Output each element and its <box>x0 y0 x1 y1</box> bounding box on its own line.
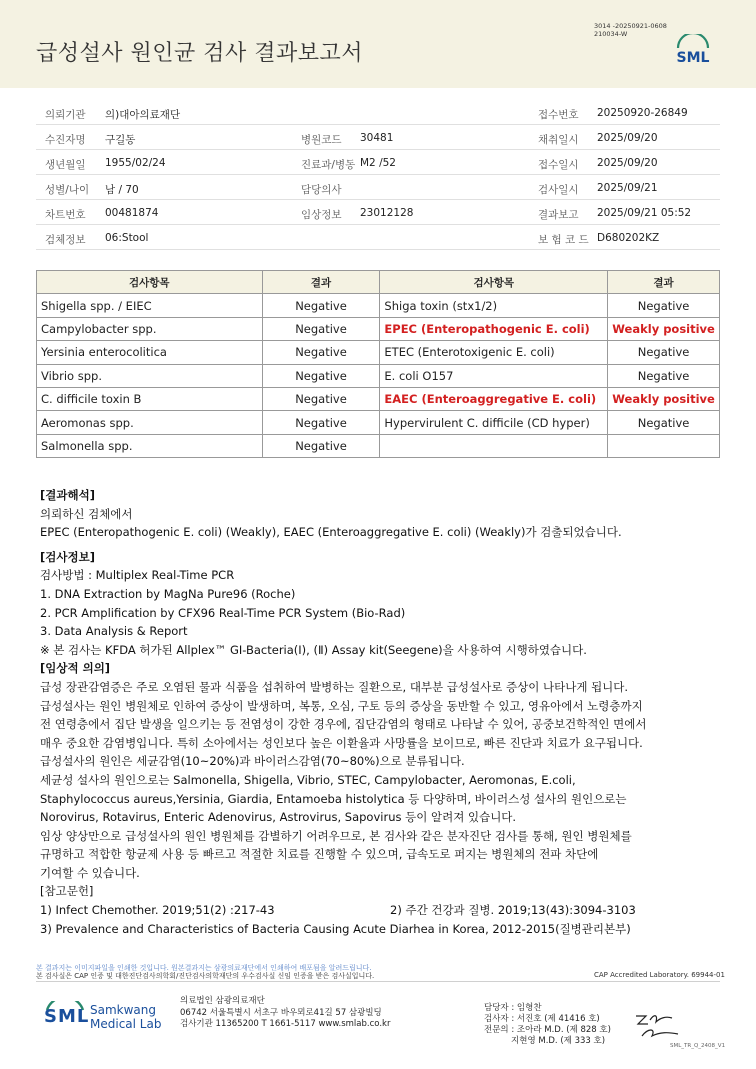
test-result: Negative <box>262 341 380 364</box>
info-row <box>36 125 720 150</box>
info-label: 접수번호 <box>538 109 579 121</box>
info-value: 23012128 <box>360 207 414 219</box>
table-row <box>37 341 720 364</box>
test-result: Negative <box>608 364 720 387</box>
clinical-line: 급성설사는 원인 병원체로 인하여 증상이 발생하며, 복통, 오심, 구토 등의 증상을 동반할 수 있고, 영유아에서 노령층까지 <box>40 698 643 713</box>
clinical-line: 전 연령층에서 집단 발생을 일으키는 등 전염성이 강한 경우에, 집단감염의 형태로 나타날 수 있어, 공중보건학적인 면에서 <box>40 717 647 732</box>
test-item: Yersinia enterocolitica <box>37 341 263 364</box>
test-item: Campylobacter spp. <box>37 317 263 340</box>
organization-info <box>180 996 390 1031</box>
info-row <box>36 175 720 200</box>
reference-2: 2) 주간 건강과 질병. 2019;13(43):3094-3103 <box>390 903 636 918</box>
clinical-heading: [임상적 의의] <box>40 661 111 676</box>
test-result: Negative <box>608 411 720 434</box>
info-value: 30481 <box>360 132 394 144</box>
footer-divider <box>36 981 720 982</box>
info-label: 진료과/병동 <box>301 159 356 171</box>
test-result: Negative <box>262 317 380 340</box>
header-item-1: 검사항목 <box>37 271 263 294</box>
info-value: D680202KZ <box>597 232 660 244</box>
results-table <box>36 270 720 458</box>
interpretation-line: EPEC (Enteropathogenic E. coli) (Weakly), EAEC (Enteroaggregative E. coli) (Weakly)가 검출되었습니다. <box>40 525 622 540</box>
test-result: Negative <box>262 387 380 410</box>
document-code <box>594 22 667 38</box>
info-label: 차트번호 <box>45 209 86 221</box>
reference-1: 1) Infect Chemother. 2019;51(2) :217-43 <box>40 903 275 918</box>
staff-line: 검사자 : 서진호 (제 41416 호) <box>484 1014 600 1024</box>
form-code: SML_TR_Q_2408_V1 <box>670 1043 726 1049</box>
patient-info <box>36 100 720 250</box>
clinical-line: 급성설사의 원인은 세균감염(10~20%)과 바이러스감염(70~80%)으로 분류됩니다. <box>40 754 465 769</box>
info-value: 20250920-26849 <box>597 107 688 119</box>
test-item: Vibrio spp. <box>37 364 263 387</box>
print-notice: 본 결과지는 이미지파일을 인쇄한 것입니다. 원본결과지는 삼광의료재단에서 인쇄하여 배포됨을 알려드립니다. <box>36 964 372 972</box>
document-code-line-1: 3014 -20250921-0608 <box>594 22 667 30</box>
reference-row <box>40 901 720 920</box>
table-row <box>37 434 720 457</box>
info-value: 2025/09/20 <box>597 132 658 144</box>
staff-line: 전문의 : 조아라 M.D. (제 828 호) <box>484 1025 611 1035</box>
test-item: ETEC (Enterotoxigenic E. coli) <box>380 341 608 364</box>
info-label: 검사일시 <box>538 184 579 196</box>
clinical-line: 임상 양상만으로 급성설사의 원인 병원체를 감별하기 어려우므로, 본 검사와 같은 분자진단 검사를 통해, 원인 병원체를 <box>40 828 632 843</box>
table-row <box>37 317 720 340</box>
info-label: 보 험 코 드 <box>538 234 589 246</box>
test-result: Negative <box>262 434 380 457</box>
info-value: 의)대아의료재단 <box>105 109 181 121</box>
test-item: Hypervirulent C. difficile (CD hyper) <box>380 411 608 434</box>
staff-line: 담당자 : 임형찬 <box>484 1003 542 1013</box>
staff-line: 지현영 M.D. (제 333 호) <box>484 1036 606 1046</box>
info-value: M2 /52 <box>360 157 396 169</box>
test-item: Aeromonas spp. <box>37 411 263 434</box>
info-label: 검체정보 <box>45 234 86 246</box>
info-label: 담당의사 <box>301 184 342 196</box>
test-item: EPEC (Enteropathogenic E. coli) <box>380 317 608 340</box>
test-item: Shigella spp. / EIEC <box>37 294 263 317</box>
samkwang-name-line-2: Medical Lab <box>90 1017 162 1031</box>
info-label: 의뢰기관 <box>45 109 86 121</box>
test-item: C. difficile toxin B <box>37 387 263 410</box>
info-label: 임상정보 <box>301 209 342 221</box>
report-body <box>40 486 720 938</box>
info-row <box>36 100 720 125</box>
method-line: 1. DNA Extraction by MagNa Pure96 (Roche) <box>40 586 296 601</box>
interpretation-heading: [결과해석] <box>40 488 95 502</box>
clinical-line: 매우 중요한 감염병입니다. 특히 소아에서는 성인보다 높은 이환율과 사망률을 보이므로, 빠른 진단과 치료가 요구됩니다. <box>40 735 643 750</box>
info-value: 2025/09/21 <box>597 182 658 194</box>
info-value: 2025/09/21 05:52 <box>597 207 692 219</box>
method-line: 2. PCR Amplification by CFX96 Real-Time PCR System (Bio-Rad) <box>40 605 406 620</box>
test-item: Salmonella spp. <box>37 434 263 457</box>
info-label: 생년월일 <box>45 159 86 171</box>
test-result: Negative <box>262 411 380 434</box>
test-result: Negative <box>262 294 380 317</box>
cap-accreditation: CAP Accredited Laboratory. 69944-01 <box>594 971 725 979</box>
info-label: 접수일시 <box>538 159 579 171</box>
references-heading: [참고문헌] <box>40 884 94 899</box>
info-label: 성별/나이 <box>45 184 90 196</box>
test-item: Shiga toxin (stx1/2) <box>380 294 608 317</box>
info-row <box>36 200 720 225</box>
test-result <box>608 434 720 457</box>
sml-logo-text: SML <box>676 50 710 66</box>
table-row <box>37 411 720 434</box>
test-item: E. coli O157 <box>380 364 608 387</box>
info-row <box>36 225 720 250</box>
test-item: EAEC (Enteroaggregative E. coli) <box>380 387 608 410</box>
accreditation-notice: 본 검사실은 CAP 인증 및 대한진단검사의학회/진단검사의학재단의 우수검사실 신임 인증을 받은 검사실입니다. <box>36 972 375 980</box>
info-label: 수진자명 <box>45 134 86 146</box>
info-label: 결과보고 <box>538 209 579 221</box>
test-result: Weakly positive <box>608 317 720 340</box>
table-row <box>37 387 720 410</box>
info-label: 병원코드 <box>301 134 342 146</box>
method-heading: [검사정보] <box>40 549 95 564</box>
clinical-line: 급성 장관감염증은 주로 오염된 물과 식품을 섭취하여 발병하는 질환으로, 대부분 급성설사로 증상이 나타나게 됩니다. <box>40 679 629 694</box>
test-result: Weakly positive <box>608 387 720 410</box>
org-line: 06742 서울특별시 서초구 바우뫼로41길 57 삼광빌딩 <box>180 1007 382 1018</box>
clinical-line: 기여할 수 있습니다. <box>40 865 140 880</box>
info-label: 채취일시 <box>538 134 579 146</box>
header-result-2: 결과 <box>608 271 720 294</box>
info-value: 1955/02/24 <box>105 157 166 169</box>
test-result: Negative <box>262 364 380 387</box>
table-row <box>37 364 720 387</box>
samkwang-logo-text: SML <box>44 1006 90 1027</box>
samkwang-name-line-1: Samkwang <box>90 1003 156 1017</box>
test-result: Negative <box>608 294 720 317</box>
header-item-2: 검사항목 <box>380 271 608 294</box>
staff-info <box>484 1003 611 1047</box>
table-row <box>37 294 720 317</box>
org-line: 검사기관 11365200 T 1661-5117 www.smlab.co.kr <box>180 1019 391 1029</box>
page-title: 급성설사 원인균 검사 결과보고서 <box>36 41 364 66</box>
results-header-row <box>37 271 720 294</box>
clinical-line: 세균성 설사의 원인으로는 Salmonella, Shigella, Vibrio, STEC, Campylobacter, Aeromonas, E.coli, <box>40 772 576 787</box>
info-value: 구길동 <box>105 134 136 146</box>
org-line: 의료법인 삼광의료재단 <box>180 996 265 1006</box>
interpretation-line: 의뢰하신 검체에서 <box>40 506 133 521</box>
clinical-line: 규명하고 적합한 항균제 사용 등 빠르고 적절한 치료를 진행할 수 있으며, 급속도로 퍼지는 병원체의 전파 차단에 <box>40 847 599 862</box>
sml-logo <box>670 34 716 70</box>
signature-icon <box>632 1010 682 1042</box>
method-line: 3. Data Analysis & Report <box>40 624 188 639</box>
clinical-line: Norovirus, Rotavirus, Enteric Adenovirus, Astrovirus, Sapovirus 등이 알려져 있습니다. <box>40 810 517 825</box>
info-value: 06:Stool <box>105 232 149 244</box>
info-value: 2025/09/20 <box>597 157 658 169</box>
clinical-line: Staphylococcus aureus,Yersinia, Giardia, Entamoeba histolytica 등 다양하며, 바이러스성 설사의 원인으로는 <box>40 791 627 806</box>
info-row <box>36 150 720 175</box>
info-value: 00481874 <box>105 207 159 219</box>
test-item <box>380 434 608 457</box>
samkwang-name <box>90 1003 161 1031</box>
header-result-1: 결과 <box>262 271 380 294</box>
info-value: 남 / 70 <box>105 184 139 196</box>
method-line: 검사방법 : Multiplex Real-Time PCR <box>40 568 235 583</box>
method-note: ※ 본 검사는 KFDA 허가된 Allplex™ GI-Bacteria(Ⅰ), (Ⅱ) Assay kit(Seegene)을 사용하여 시행하였습니다. <box>40 642 587 657</box>
reference-3: 3) Prevalence and Characteristics of Bacteria Causing Acute Diarhea in Korea, 2012-2015(질병관리본부) <box>40 921 631 936</box>
document-code-line-2: 210034-W <box>594 30 628 38</box>
test-result: Negative <box>608 341 720 364</box>
